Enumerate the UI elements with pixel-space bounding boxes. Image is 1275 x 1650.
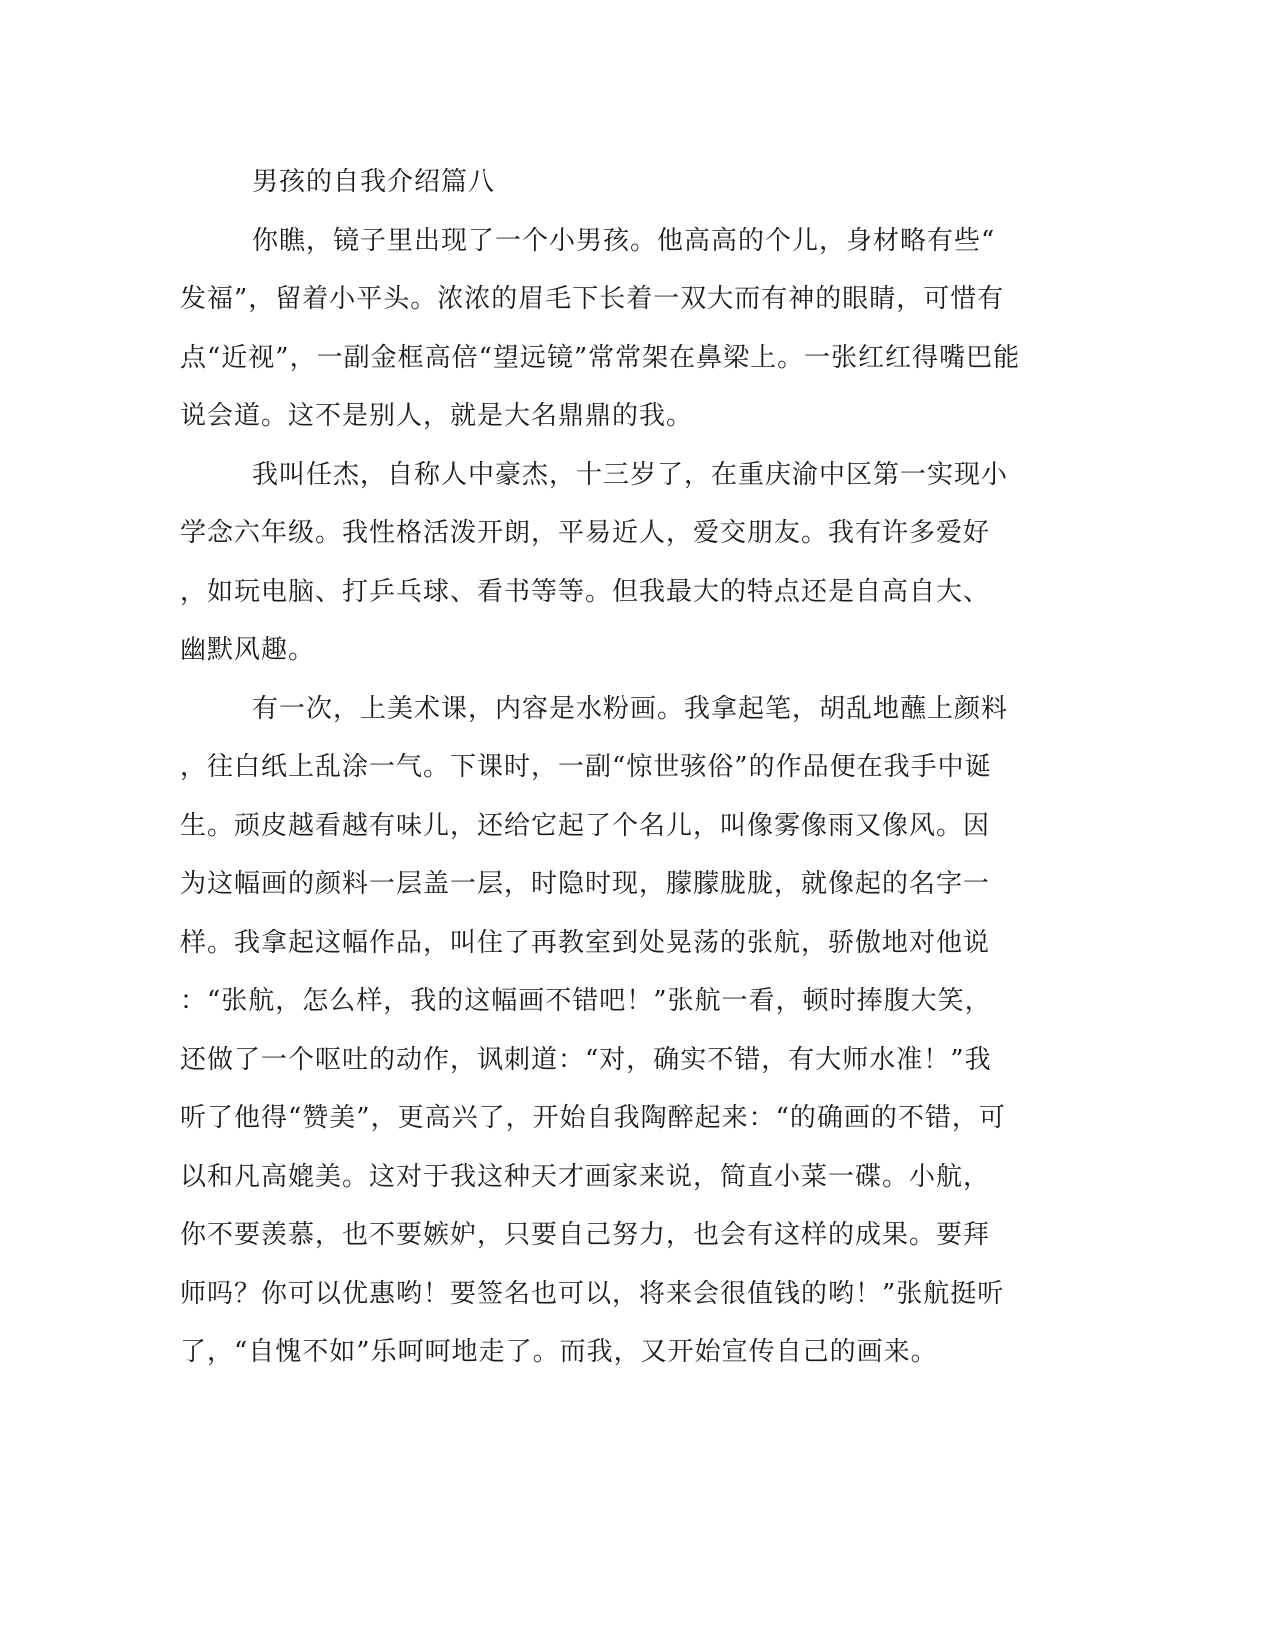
text-line: 以和凡高媲美。这对于我这种天才画家来说，简直小菜一碟。小航， [180, 1162, 991, 1192]
text-line: 样。我拿起这幅作品，叫住了再教室到处晃荡的张航，骄傲地对他说 [180, 928, 991, 958]
text-line: 为这幅画的颜料一层盖一层，时隐时现，朦朦胧胧，就像起的名字一 [180, 869, 991, 899]
text-line: ，往白纸上乱涂一气。下课时，一副“惊世骇俗”的作品便在我手中诞 [180, 752, 992, 782]
text-line: 学念六年级。我性格活泼开朗，平易近人，爱交朋友。我有许多爱好 [180, 518, 991, 548]
text-line: 有一次，上美术课，内容是水粉画。我拿起笔，胡乱地蘸上颜料 [252, 694, 1009, 724]
text-line: 还做了一个呕吐的动作，讽刺道：“对，确实不错，有大师水准！”我 [180, 1045, 992, 1075]
text-line: 生。顽皮越看越有味儿，还给它起了个名儿，叫像雾像雨又像风。因 [180, 811, 991, 841]
text-line: 你瞧，镜子里出现了一个小男孩。他高高的个儿，身材略有些“ [252, 226, 996, 256]
text-line: 你不要羡慕，也不要嫉妒，只要自己努力，也会有这样的成果。要拜 [180, 1220, 991, 1250]
text-line: 师吗？你可以优惠哟！要签名也可以，将来会很值钱的哟！”张航挺听 [180, 1279, 1005, 1309]
text-line: 了，“自愧不如”乐呵呵地走了。而我，又开始宣传自己的画来。 [180, 1337, 938, 1367]
text-line: 我叫任杰，自称人中豪杰，十三岁了，在重庆渝中区第一实现小 [252, 460, 1009, 490]
text-line: 发福”，留着小平头。浓浓的眉毛下长着一双大而有神的眼睛，可惜有 [180, 284, 1005, 314]
document-title: 男孩的自我介绍篇八 [252, 167, 496, 197]
text-line: ，如玩电脑、打乒乓球、看书等等。但我最大的特点还是自高自大、 [180, 577, 991, 607]
text-line: 听了他得“赞美”，更高兴了，开始自我陶醉起来：“的确画的不错，可 [180, 1103, 1006, 1133]
text-line: 点“近视”，一副金框高倍“望远镜”常常架在鼻梁上。一张红红得嘴巴能 [180, 343, 1021, 373]
text-line: 幽默风趣。 [180, 635, 316, 665]
text-line: 说会道。这不是别人，就是大名鼎鼎的我。 [180, 401, 694, 431]
text-line: ：“张航，怎么样，我的这幅画不错吧！”张航一看，顿时捧腹大笑， [180, 986, 992, 1016]
